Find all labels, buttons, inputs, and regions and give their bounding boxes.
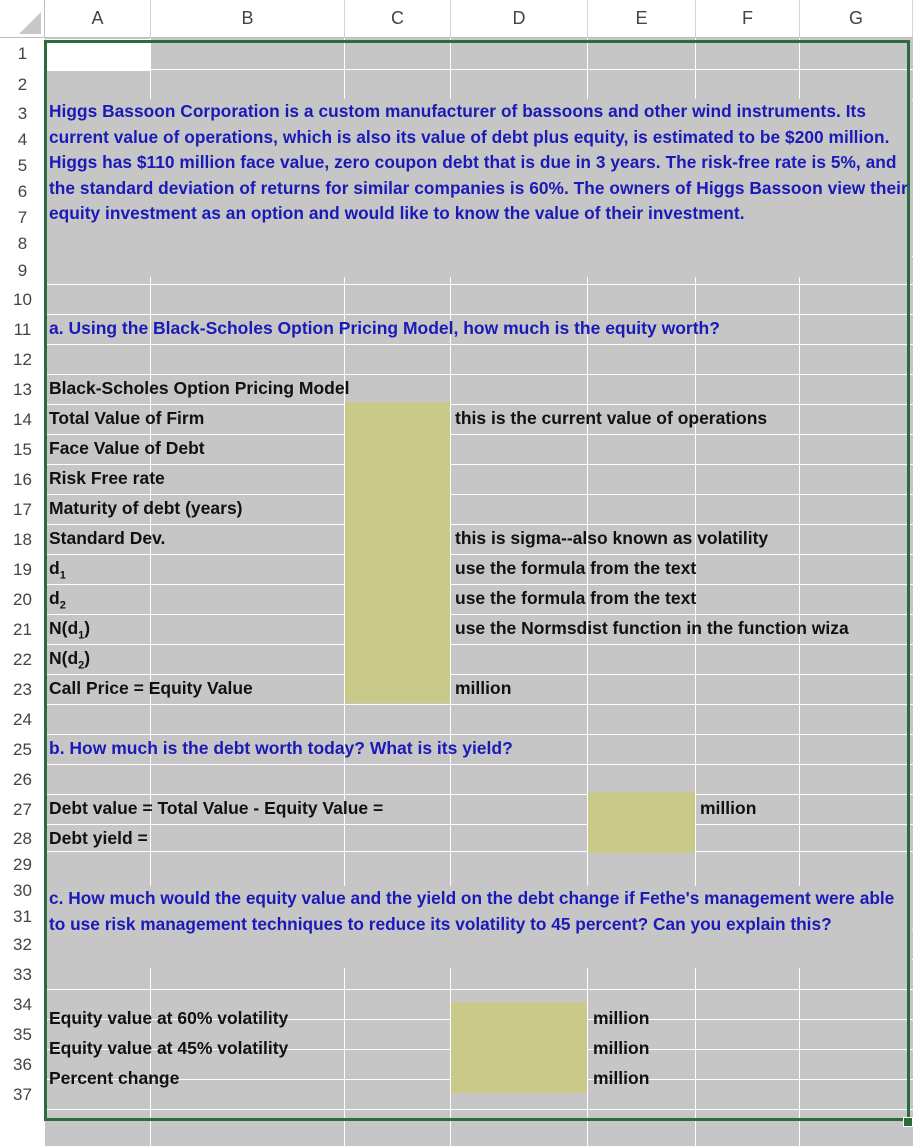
column-header-c[interactable]: C: [345, 0, 451, 38]
row-header[interactable]: 18: [0, 525, 45, 555]
column-header-g[interactable]: G: [800, 0, 913, 38]
note-total-value: this is the current value of operations: [455, 408, 768, 428]
row-header[interactable]: 14: [0, 405, 45, 435]
cell-a1[interactable]: [46, 39, 150, 71]
label-d2: $d_2$: [49, 588, 66, 612]
column-header-a[interactable]: A: [45, 0, 151, 38]
row-header[interactable]: 10: [0, 285, 45, 315]
label-std-dev: Standard Dev.: [49, 528, 166, 548]
label-debt-yield: Debt yield =: [49, 828, 148, 848]
row-header[interactable]: 37: [0, 1080, 45, 1110]
intro-paragraph: Higgs Bassoon Corporation is a custom manufacturer of bassoons and other wind instruments. Its current value of operations, which is also its value of debt plus equity, is estimated to be $200 million. Higgs has $110 million face value, zero coupon debt that is due in 3 years. The risk-free rate is 5%, and the standard deviation of returns for similar companies is 60%. The owners of Higgs Bassoon view their equity investment as an option and would like to know the value of their investment.: [49, 101, 908, 224]
row-header[interactable]: 36: [0, 1050, 45, 1080]
label-d1: $d_1$: [49, 558, 66, 582]
row-header[interactable]: 7: [0, 205, 45, 231]
row-header[interactable]: 30: [0, 878, 45, 904]
row-header[interactable]: 19: [0, 555, 45, 585]
row-header[interactable]: 31: [0, 904, 45, 930]
label-total-value: Total Value of Firm: [49, 408, 205, 428]
row-header[interactable]: 35: [0, 1020, 45, 1050]
question-a: a. Using the Black-Scholes Option Pricing Model, how much is the equity worth?: [49, 318, 720, 338]
row-header[interactable]: 2: [0, 70, 45, 100]
note-d1: use the formula from the text: [455, 558, 697, 578]
row-header[interactable]: 3: [0, 100, 45, 127]
label-pct-change: Percent change: [49, 1068, 180, 1088]
row-header[interactable]: 24: [0, 705, 45, 735]
row-header[interactable]: 8: [0, 231, 45, 257]
row-header[interactable]: 15: [0, 435, 45, 465]
row-header[interactable]: 17: [0, 495, 45, 525]
row-header[interactable]: 5: [0, 153, 45, 179]
note-call-price-unit: million: [455, 678, 512, 698]
row-header[interactable]: 4: [0, 127, 45, 153]
label-call-price: Call Price = Equity Value: [49, 678, 253, 698]
row-header[interactable]: 25: [0, 735, 45, 765]
input-cell-d33-d35[interactable]: [451, 1002, 587, 1093]
column-header-e[interactable]: E: [588, 0, 696, 38]
row-header[interactable]: 16: [0, 465, 45, 495]
note-std-dev: this is sigma--also known as volatility: [455, 528, 769, 548]
model-title: Black-Scholes Option Pricing Model: [49, 378, 350, 398]
label-nd2: $N(d_2)$: [49, 648, 91, 672]
label-debt-value: Debt value = Total Value - Equity Value =: [49, 798, 384, 818]
question-c: c. How much would the equity value and the yield on the debt change if Fethe's management were able to use risk management techniques to reduce its volatility to 45 percent? Can you explain this?: [49, 888, 895, 934]
row-header[interactable]: 13: [0, 375, 45, 405]
row-header[interactable]: 34: [0, 990, 45, 1020]
row-header[interactable]: 6: [0, 179, 45, 205]
label-nd1: $N(d_1)$: [49, 618, 91, 642]
eq45-unit: million: [593, 1038, 650, 1058]
row-header[interactable]: 21: [0, 615, 45, 645]
row-header[interactable]: 26: [0, 765, 45, 795]
label-eq45: Equity value at 45% volatility: [49, 1038, 289, 1058]
row-header[interactable]: 32: [0, 930, 45, 960]
select-all-triangle: [19, 12, 41, 34]
row-header[interactable]: 22: [0, 645, 45, 675]
row-header[interactable]: 20: [0, 585, 45, 615]
note-nd1: use the Normsdist function in the function wiza: [455, 618, 849, 638]
row-header[interactable]: 33: [0, 960, 45, 990]
row-header[interactable]: 28: [0, 825, 45, 852]
input-cell-e26-e27[interactable]: [588, 792, 695, 853]
label-maturity: Maturity of debt (years): [49, 498, 243, 518]
row-header[interactable]: 11: [0, 315, 45, 345]
row-header[interactable]: 9: [0, 257, 45, 285]
row-header[interactable]: 1: [0, 38, 45, 70]
eq60-unit: million: [593, 1008, 650, 1028]
label-eq60: Equity value at 60% volatility: [49, 1008, 289, 1028]
fill-handle[interactable]: [903, 1117, 913, 1127]
select-all-corner[interactable]: [0, 0, 45, 38]
column-header-d[interactable]: D: [451, 0, 588, 38]
input-cell-c13-c22[interactable]: [345, 402, 450, 703]
debt-value-unit: million: [700, 798, 757, 818]
column-header-f[interactable]: F: [696, 0, 800, 38]
note-d2: use the formula from the text: [455, 588, 697, 608]
question-b: b. How much is the debt worth today? What is its yield?: [49, 738, 513, 758]
worksheet-grid[interactable]: [45, 38, 913, 1146]
column-header-b[interactable]: B: [151, 0, 345, 38]
label-face-value: Face Value of Debt: [49, 438, 205, 458]
row-header[interactable]: 27: [0, 795, 45, 825]
label-risk-free: Risk Free rate: [49, 468, 165, 488]
pct-unit: million: [593, 1068, 650, 1088]
row-header[interactable]: 29: [0, 852, 45, 878]
row-header[interactable]: 12: [0, 345, 45, 375]
row-header[interactable]: 23: [0, 675, 45, 705]
